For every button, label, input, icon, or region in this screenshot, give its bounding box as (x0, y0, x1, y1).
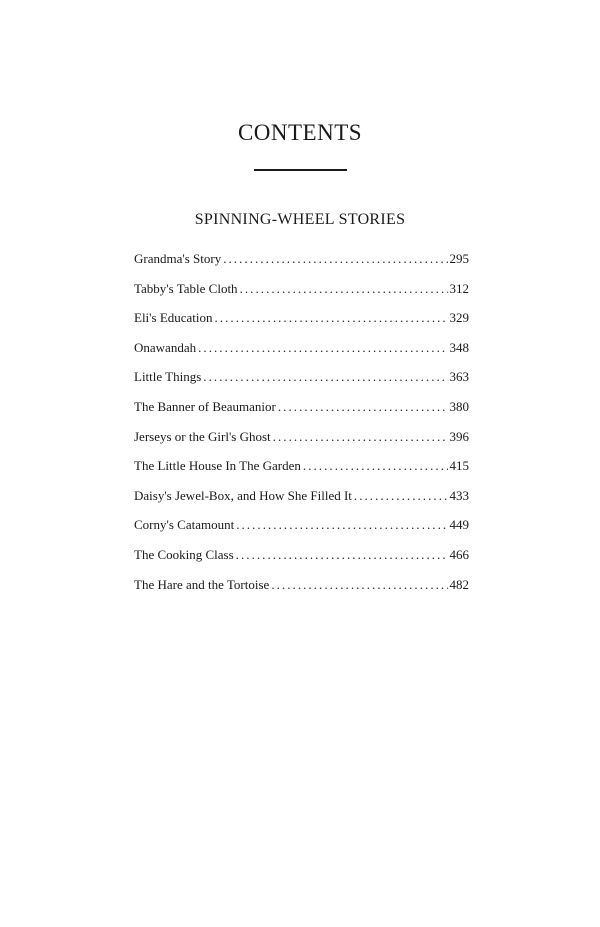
toc-dot-leader (236, 547, 448, 563)
toc-entry-title: Jerseys or the Girl's Ghost (134, 428, 271, 444)
toc-entry-title: Grandma's Story (134, 251, 222, 266)
toc-entry-title: Onawandah (134, 339, 197, 355)
toc-entry-page: 449 (449, 517, 469, 533)
page-title: CONTENTS (237, 120, 363, 145)
toc-entry-title: The Banner of Beaumanior (134, 398, 276, 414)
toc-entry-title: Eli's Education (134, 310, 213, 326)
toc-entry[interactable] (134, 369, 469, 399)
toc-entry-title: The Cooking Class (134, 546, 234, 562)
toc-entry-title: The Hare and the Tortoise (134, 576, 270, 592)
toc-entry[interactable] (134, 547, 469, 577)
toc-dot-leader (273, 429, 448, 445)
toc-entry[interactable] (134, 310, 469, 340)
toc-dot-leader (203, 369, 447, 385)
toc-dot-leader (271, 577, 447, 593)
toc-entry-title: Corny's Catamount (134, 517, 235, 533)
toc-entry-page: 482 (449, 576, 469, 592)
section-heading: SPINNING-WHEEL STORIES (194, 211, 406, 228)
toc-entry-title: Little Things (134, 369, 202, 385)
toc-entry-page: 466 (449, 546, 469, 562)
toc-entry[interactable] (134, 281, 469, 311)
toc-entry[interactable] (134, 488, 469, 518)
toc-dot-leader (278, 399, 448, 415)
toc-entry[interactable] (134, 429, 469, 459)
toc-dot-leader (240, 281, 448, 297)
table-of-contents (134, 251, 469, 606)
toc-entry-title: The Little House In The Garden (134, 458, 301, 474)
toc-entry[interactable] (134, 399, 469, 429)
toc-dot-leader (236, 517, 447, 533)
toc-entry-page: 363 (449, 369, 469, 385)
toc-entry[interactable] (134, 458, 469, 488)
toc-entry-page: 329 (449, 310, 469, 326)
toc-dot-leader (223, 251, 447, 267)
toc-entry-page: 348 (449, 339, 469, 355)
toc-entry[interactable] (134, 251, 469, 281)
toc-entry-page: 415 (449, 458, 469, 474)
toc-entry-title: Daisy's Jewel-Box, and How She Filled It (134, 487, 352, 503)
toc-entry-page: 295 (449, 251, 469, 266)
toc-entry[interactable] (134, 517, 469, 547)
toc-entry[interactable] (134, 577, 469, 607)
toc-entry[interactable] (134, 340, 469, 370)
toc-entry-title: Tabby's Table Cloth (134, 280, 238, 296)
toc-entry-page: 380 (449, 398, 469, 414)
toc-dot-leader (354, 488, 448, 504)
toc-dot-leader (215, 310, 448, 326)
toc-dot-leader (303, 458, 448, 474)
toc-entry-page: 312 (449, 280, 469, 296)
toc-dot-leader (198, 340, 447, 356)
toc-entry-page: 433 (449, 487, 469, 503)
title-divider (254, 169, 347, 171)
toc-entry-page: 396 (449, 428, 469, 444)
